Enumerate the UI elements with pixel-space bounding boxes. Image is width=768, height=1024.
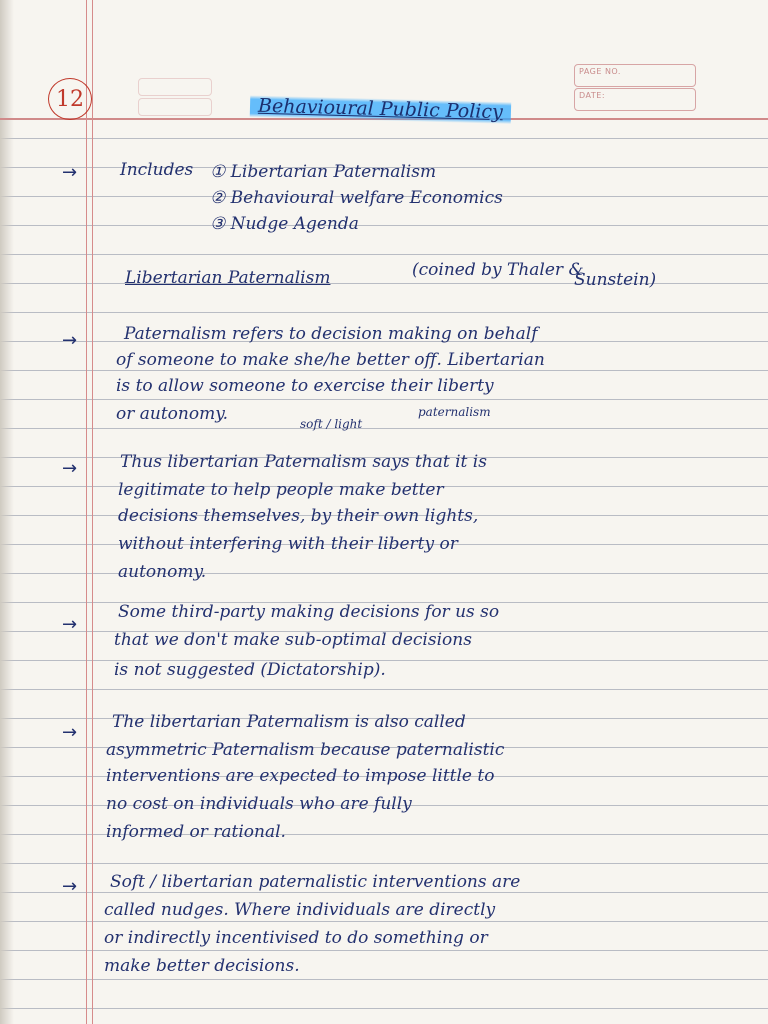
text-line: that we don't make sub-optimal decisions bbox=[114, 630, 472, 650]
arrow-bullet: → bbox=[62, 162, 78, 183]
title-highlight bbox=[250, 93, 511, 126]
text-line: Soft / libertarian paternalistic interventions are bbox=[110, 872, 521, 892]
page-title: Behavioural Public Policy bbox=[257, 94, 504, 124]
text-line: informed or rational. bbox=[106, 822, 286, 842]
text-line: or indirectly incentivised to do something or bbox=[104, 928, 488, 948]
text-line: Thus libertarian Paternalism says that it is bbox=[120, 452, 487, 472]
annotation-paternalism: paternalism bbox=[418, 405, 491, 419]
page-no-box bbox=[574, 64, 696, 87]
text-line: interventions are expected to impose little to bbox=[106, 766, 495, 786]
includes-item-2: ② Behavioural welfare Economics bbox=[210, 188, 503, 208]
includes-item-1: ① Libertarian Paternalism bbox=[210, 162, 437, 182]
date-box bbox=[574, 88, 696, 111]
page-number-circle bbox=[48, 78, 92, 120]
text-line: Paternalism refers to decision making on behalf bbox=[124, 324, 538, 344]
text-line: of someone to make she/he better off. Libertarian bbox=[116, 350, 545, 370]
arrow-bullet: → bbox=[62, 722, 78, 743]
section-heading: Libertarian Paternalism bbox=[125, 268, 331, 288]
text-line: no cost on individuals who are fully bbox=[106, 794, 412, 814]
page-number: 12 bbox=[56, 86, 84, 112]
faded-bleed-box bbox=[138, 98, 212, 116]
text-line: asymmetric Paternalism because paternalistic bbox=[106, 740, 505, 760]
text-line: autonomy. bbox=[118, 562, 207, 582]
page-edge-shadow bbox=[0, 0, 14, 1024]
text-line: The libertarian Paternalism is also called bbox=[112, 712, 466, 732]
text-line: is not suggested (Dictatorship). bbox=[114, 660, 386, 680]
section-note: (coined by Thaler & bbox=[412, 260, 584, 280]
text-line: make better decisions. bbox=[104, 956, 300, 976]
text-line: decisions themselves, by their own lights, bbox=[118, 506, 479, 526]
page-no-label: PAGE NO. bbox=[579, 67, 621, 76]
margin-line bbox=[92, 0, 93, 1024]
text-line: without interfering with their liberty or bbox=[118, 534, 458, 554]
section-note-2: Sunstein) bbox=[574, 270, 657, 290]
arrow-bullet: → bbox=[62, 614, 78, 635]
arrow-bullet: → bbox=[62, 876, 78, 897]
includes-lead: Includes bbox=[120, 160, 194, 180]
text-line: Some third-party making decisions for us so bbox=[118, 602, 500, 622]
annotation-soft-light: soft / light bbox=[300, 417, 363, 431]
arrow-bullet: → bbox=[62, 330, 78, 351]
text-line: legitimate to help people make better bbox=[118, 480, 444, 500]
includes-item-3: ③ Nudge Agenda bbox=[210, 214, 359, 234]
text-line: or autonomy. bbox=[116, 404, 228, 424]
date-label: DATE: bbox=[579, 91, 606, 100]
faded-bleed-box bbox=[138, 78, 212, 96]
margin-line bbox=[86, 0, 87, 1024]
text-line: called nudges. Where individuals are directly bbox=[104, 900, 496, 920]
text-line: is to allow someone to exercise their liberty bbox=[116, 376, 494, 396]
arrow-bullet: → bbox=[62, 458, 78, 479]
